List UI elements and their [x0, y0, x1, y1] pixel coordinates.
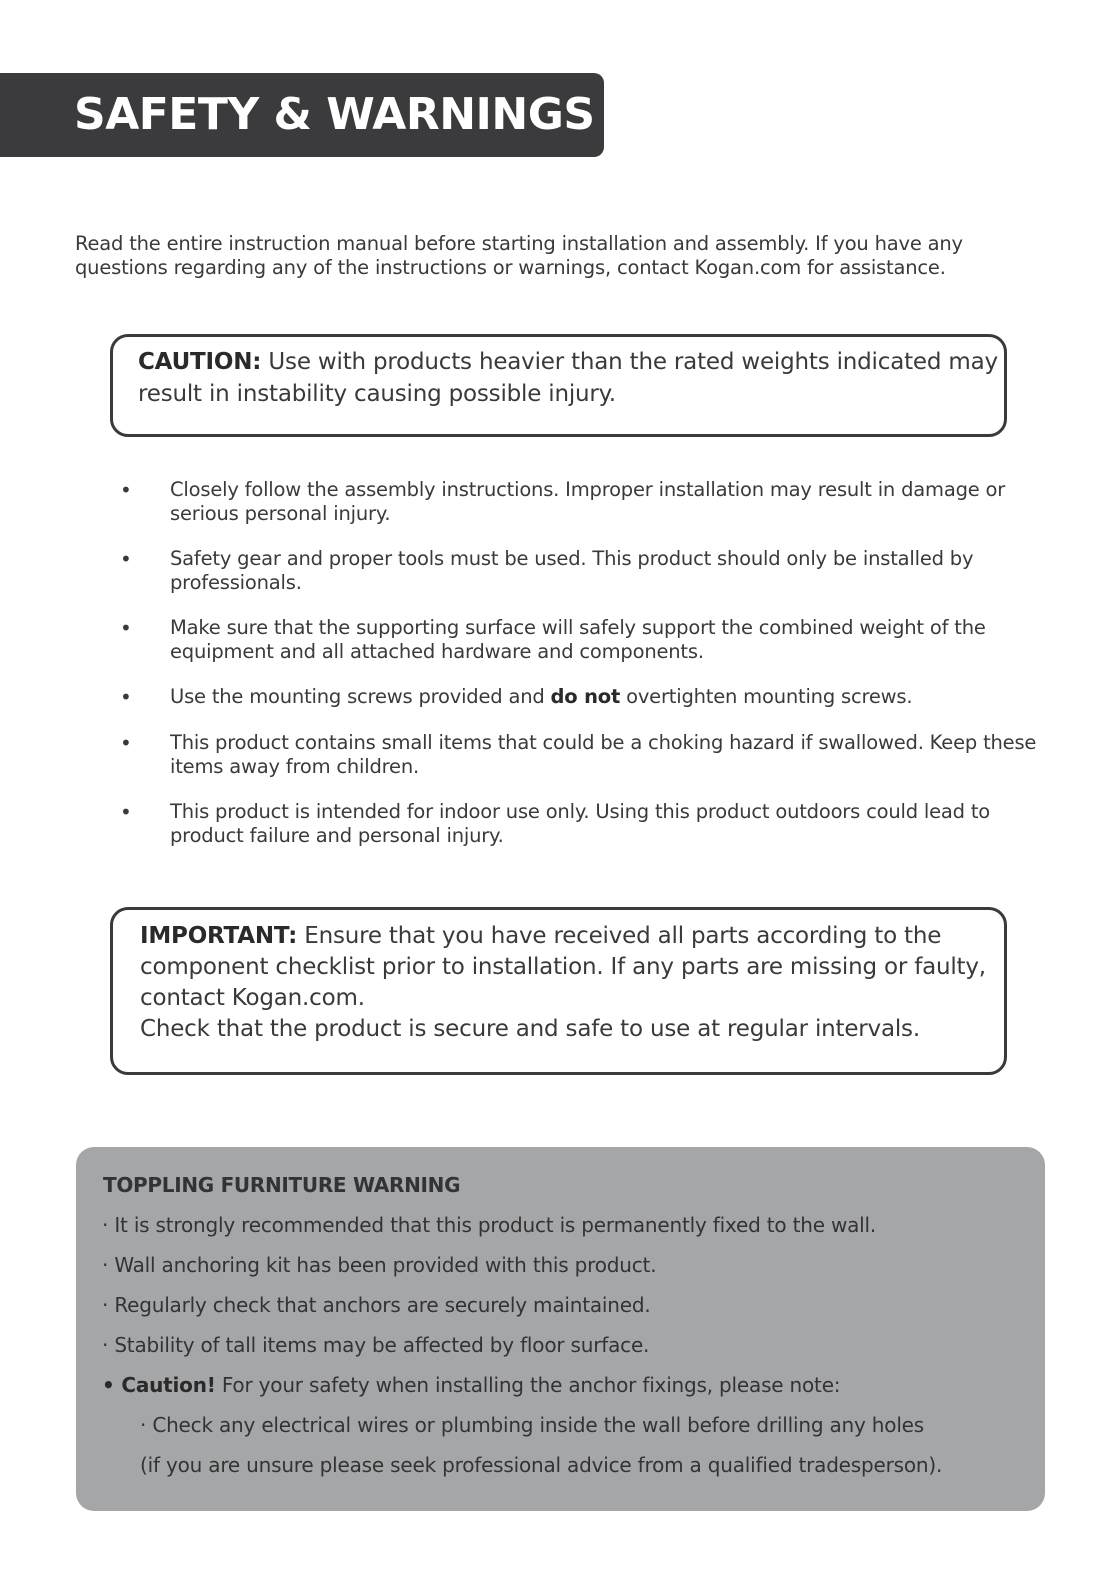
caution-text [138, 346, 998, 410]
toppling-line: · It is strongly recommended that this product is permanently fixed to the wall. [102, 1213, 877, 1237]
page-title: SAFETY & WARNINGS [74, 89, 595, 140]
bullet-marker: • [120, 800, 132, 824]
toppling-caution-text: For your safety when installing the anchor fixings, please note: [215, 1373, 841, 1397]
bullet-text-after: overtighten mounting screws. [620, 685, 913, 708]
bullet-text-before: Use the mounting screws provided and [170, 685, 551, 708]
important-body-2: Check that the product is secure and safe to use at regular intervals. [140, 1016, 920, 1042]
bullet-marker: • [120, 547, 132, 571]
bullet-text [170, 685, 1050, 709]
bullet-marker: • [120, 478, 132, 502]
toppling-sub-line: · Check any electrical wires or plumbing inside the wall before drilling any holes [140, 1413, 925, 1437]
bullet-marker: • [120, 685, 132, 709]
bullet-text: This product contains small items that could be a choking hazard if swallowed. Keep these items away from children. [170, 731, 1037, 778]
toppling-caution-label: • Caution! [102, 1373, 216, 1397]
intro-paragraph: Read the entire instruction manual before starting installation and assembly. If you have any questions regarding any of the instructions or warnings, contact Kogan.com for assistance. [75, 232, 963, 279]
bullet-text: Safety gear and proper tools must be used. This product should only be installed by professionals. [170, 547, 974, 594]
caution-label: CAUTION: [138, 349, 262, 375]
caution-body: Use with products heavier than the rated weights indicated may result in instability causing possible injury. [138, 349, 998, 407]
toppling-line: · Stability of tall items may be affected by floor surface. [102, 1333, 650, 1357]
bullet-text: Closely follow the assembly instructions. Improper installation may result in damage or serious personal injury. [170, 478, 1006, 525]
bullet-text: This product is intended for indoor use only. Using this product outdoors could lead to product failure and personal injury. [170, 800, 991, 847]
toppling-warning-title: TOPPLING FURNITURE WARNING [103, 1173, 461, 1197]
bullet-text-emphasis: do not [550, 685, 621, 708]
important-box [110, 907, 1007, 1075]
toppling-sub-line: (if you are unsure please seek professional advice from a qualified tradesperson). [140, 1453, 943, 1477]
caution-box [110, 334, 1007, 437]
header-banner [0, 73, 604, 157]
toppling-warning-panel [76, 1147, 1045, 1511]
toppling-line: · Wall anchoring kit has been provided with this product. [102, 1253, 657, 1277]
important-body: Ensure that you have received all parts according to the component checklist prior to installation. If any parts are missing or faulty, contact Kogan.com. [140, 923, 986, 1011]
toppling-caution-line [102, 1372, 840, 1398]
toppling-line: · Regularly check that anchors are securely maintained. [102, 1293, 651, 1317]
bullet-marker: • [120, 616, 132, 640]
important-label: IMPORTANT: [140, 923, 298, 949]
bullet-marker: • [120, 731, 132, 755]
important-text [140, 921, 1000, 1045]
bullet-text: Make sure that the supporting surface will safely support the combined weight of the equipment and all attached hardware and components. [170, 616, 986, 663]
